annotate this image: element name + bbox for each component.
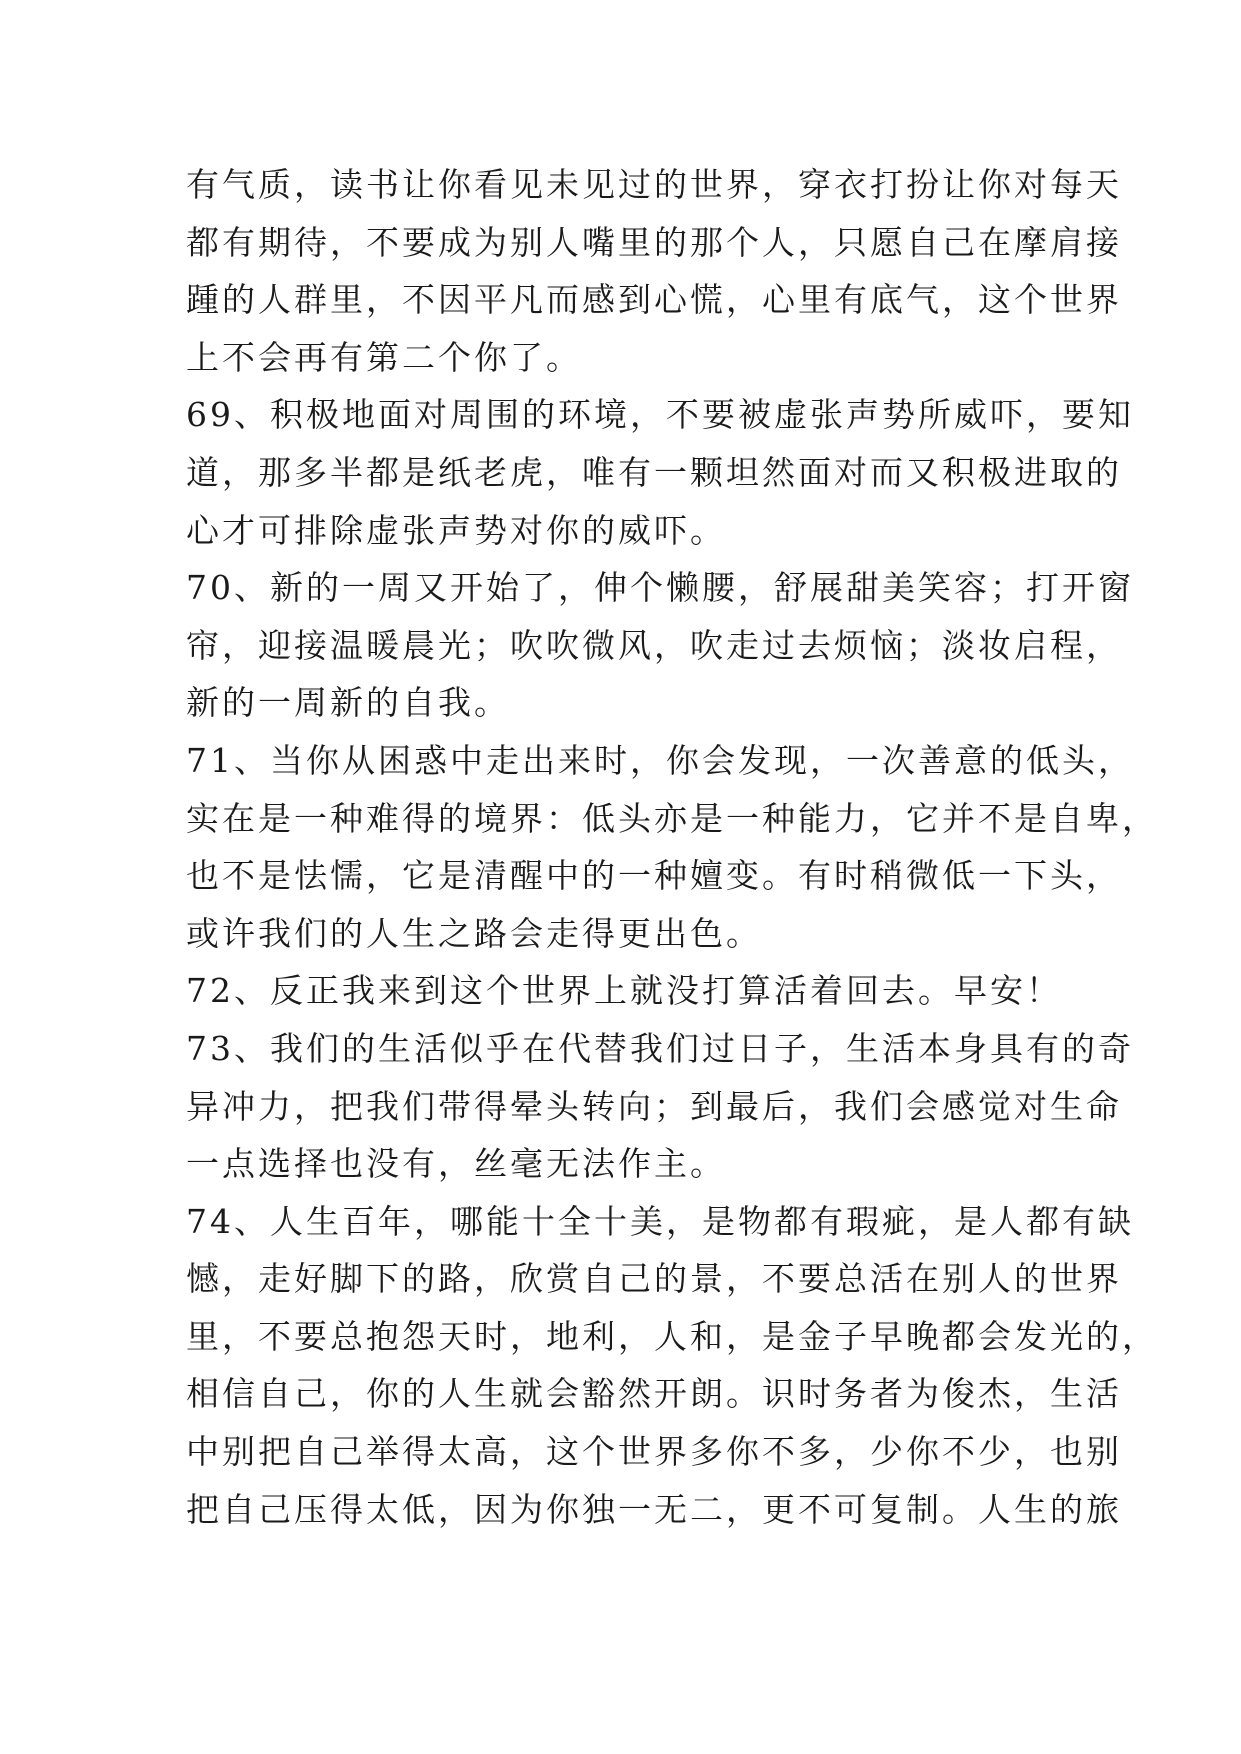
- text-line-11: 71、当你从困惑中走出来时，你会发现，一次善意的低头，: [186, 740, 1134, 780]
- text-line-21: 里，不要总抱怨天时，地利，人和，是金子早晚都会发光的，: [186, 1316, 1158, 1356]
- text-line-5: 69、积极地面对周围的环境，不要被虚张声势所威吓，要知: [186, 395, 1134, 435]
- text-line-2: 都有期待，不要成为别人嘴里的那个人，只愿自己在摩肩接: [186, 222, 1122, 262]
- text-line-4: 上不会再有第二个你了。: [186, 337, 582, 377]
- text-line-17: 异冲力，把我们带得晕头转向；到最后，我们会感觉对生命: [186, 1086, 1122, 1126]
- text-line-10: 新的一周新的自我。: [186, 683, 510, 723]
- text-line-16: 73、我们的生活似乎在代替我们过日子，生活本身具有的奇: [186, 1028, 1134, 1068]
- text-line-15: 72、反正我来到这个世界上就没打算活着回去。早安！: [186, 971, 1062, 1011]
- text-line-22: 相信自己，你的人生就会豁然开朗。识时务者为俊杰，生活: [186, 1374, 1122, 1414]
- text-line-19: 74、人生百年，哪能十全十美，是物都有瑕疵，是人都有缺: [186, 1201, 1134, 1241]
- text-line-14: 或许我们的人生之路会走得更出色。: [186, 913, 762, 953]
- text-line-13: 也不是怯懦，它是清醒中的一种嬗变。有时稍微低一下头，: [186, 856, 1122, 896]
- text-line-12: 实在是一种难得的境界：低头亦是一种能力，它并不是自卑，: [186, 798, 1158, 838]
- text-line-24: 把自己压得太低，因为你独一无二，更不可复制。人生的旅: [186, 1489, 1122, 1529]
- body-text: [186, 156, 1158, 1538]
- text-line-7: 心才可排除虚张声势对你的威吓。: [186, 510, 726, 550]
- text-line-1: 有气质，读书让你看见未见过的世界，穿衣打扮让你对每天: [186, 165, 1122, 204]
- text-line-9: 帘，迎接温暖晨光；吹吹微风，吹走过去烦恼；淡妆启程，: [186, 625, 1122, 665]
- text-line-18: 一点选择也没有，丝毫无法作主。: [186, 1144, 726, 1184]
- text-line-6: 道，那多半都是纸老虎，唯有一颗坦然面对而又积极进取的: [186, 452, 1122, 492]
- text-line-8: 70、新的一周又开始了，伸个懒腰，舒展甜美笑容；打开窗: [186, 568, 1134, 608]
- text-line-23: 中别把自己举得太高，这个世界多你不多，少你不少，也别: [186, 1432, 1122, 1472]
- text-line-20: 憾，走好脚下的路，欣赏自己的景，不要总活在别人的世界: [186, 1259, 1122, 1299]
- text-line-3: 踵的人群里，不因平凡而感到心慌，心里有底气，这个世界: [186, 280, 1122, 320]
